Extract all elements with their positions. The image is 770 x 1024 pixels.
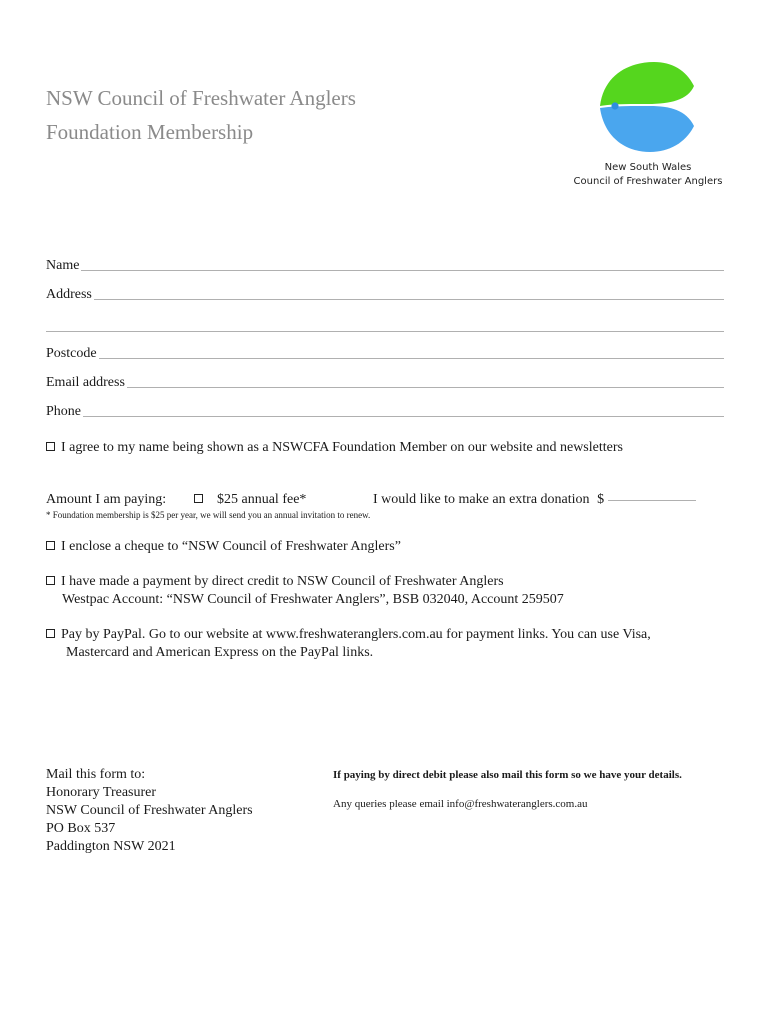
email-label: Email address xyxy=(46,375,125,390)
address-label: Address xyxy=(46,287,92,302)
email-field[interactable] xyxy=(46,375,724,391)
mail-heading: Mail this form to: xyxy=(46,767,146,782)
mail-suburb: Paddington NSW 2021 xyxy=(46,839,176,854)
paypal-option[interactable] xyxy=(46,627,651,643)
form-title: NSW Council of Freshwater Anglers xyxy=(46,86,356,110)
name-label: Name xyxy=(46,258,80,273)
paypal-checkbox[interactable] xyxy=(46,629,55,638)
postcode-field[interactable] xyxy=(46,346,724,362)
donation-row xyxy=(373,492,696,508)
phone-label: Phone xyxy=(46,404,81,419)
consent-label: I agree to my name being shown as a NSWCFA Foundation Member on our website and newsletters xyxy=(61,440,623,455)
email-input-line[interactable] xyxy=(127,387,724,388)
address-line-2[interactable] xyxy=(46,331,724,332)
direct-credit-label: I have made a payment by direct credit to NSW Council of Freshwater Anglers xyxy=(61,574,504,589)
membership-footnote: * Foundation membership is $25 per year, we will send you an annual invitation to renew. xyxy=(46,510,371,520)
consent-checkbox[interactable] xyxy=(46,442,55,451)
donation-amount-line[interactable] xyxy=(608,500,696,501)
consent-option[interactable] xyxy=(46,440,623,456)
amount-label: Amount I am paying: xyxy=(46,492,167,507)
paypal-label-continued: Mastercard and American Express on the PayPal links. xyxy=(66,645,374,660)
postcode-input-line[interactable] xyxy=(99,358,724,359)
postcode-label: Postcode xyxy=(46,346,97,361)
name-field[interactable] xyxy=(46,258,724,274)
bank-details: Westpac Account: “NSW Council of Freshwater Anglers”, BSB 032040, Account 259507 xyxy=(62,592,564,607)
mail-organisation: NSW Council of Freshwater Anglers xyxy=(46,803,253,818)
mail-recipient: Honorary Treasurer xyxy=(46,785,157,800)
direct-debit-note: If paying by direct debit please also mail this form so we have your details. xyxy=(333,769,682,781)
paypal-label: Pay by PayPal. Go to our website at www.freshwateranglers.com.au for payment links. You can use Visa, xyxy=(61,627,651,642)
annual-fee-option[interactable] xyxy=(194,492,306,508)
currency-symbol: $ xyxy=(597,492,605,507)
cheque-option[interactable] xyxy=(46,539,401,555)
phone-input-line[interactable] xyxy=(83,416,724,417)
cheque-checkbox[interactable] xyxy=(46,541,55,550)
address-field[interactable] xyxy=(46,287,724,303)
mail-po-box: PO Box 537 xyxy=(46,821,116,836)
phone-field[interactable] xyxy=(46,404,724,420)
direct-credit-checkbox[interactable] xyxy=(46,576,55,585)
cheque-label: I enclose a cheque to “NSW Council of Freshwater Anglers” xyxy=(61,539,401,554)
annual-fee-checkbox[interactable] xyxy=(194,494,203,503)
org-name-line2: Council of Freshwater Anglers xyxy=(573,176,723,187)
address-input-line[interactable] xyxy=(94,299,724,300)
name-input-line[interactable] xyxy=(81,270,724,271)
fish-logo-icon xyxy=(598,60,696,154)
mail-address-block xyxy=(46,766,253,856)
donation-label: I would like to make an extra donation xyxy=(373,492,590,507)
org-name-line1: New South Wales xyxy=(604,162,692,173)
form-subtitle: Foundation Membership xyxy=(46,120,254,144)
queries-note: Any queries please email info@freshwateranglers.com.au xyxy=(333,798,588,810)
direct-credit-option[interactable] xyxy=(46,574,504,590)
annual-fee-label: $25 annual fee* xyxy=(217,492,307,507)
